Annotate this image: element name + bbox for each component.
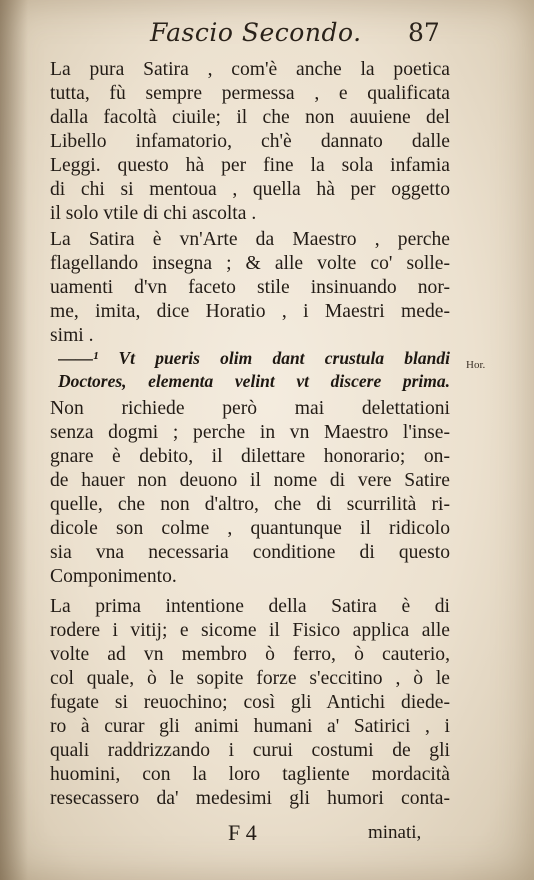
signature-mark: F 4 — [228, 820, 257, 845]
text-line: dicole son colme , quantunque il ridicolo — [50, 518, 450, 539]
page-number: 87 — [408, 18, 440, 47]
text-line: ro à curar gli animi humani a' Satirici , i — [50, 716, 450, 737]
marginal-citation: Hor. — [466, 359, 486, 371]
latin-quotation — [58, 347, 450, 393]
text-line: quelle, che non d'altro, che di scurrilità ri- — [50, 494, 450, 515]
paragraph-4 — [50, 595, 450, 811]
text-line: col quale, ò le sopite forze s'eccitino , ò le — [50, 668, 450, 689]
text-line: flagellando insegna ; & alle volte co' solle- — [50, 253, 450, 274]
text-line: rodere i vitij; e sicome il Fisico applica alle — [50, 620, 450, 641]
text-line: sia vna necessaria conditione di questo — [50, 542, 450, 563]
text-line: simi . — [50, 325, 94, 346]
paragraph-3 — [50, 397, 450, 589]
text-line: di chi si mentoua , quella hà per oggetto — [50, 179, 450, 200]
text-line: de hauer non deuono il nome di vere Satire — [50, 470, 450, 491]
text-line: Componimento. — [50, 566, 177, 587]
text-line: quali raddrizzando i curui costumi de gli — [50, 740, 450, 761]
text-line: uamenti d'vn faceto stile insinuando nor- — [50, 277, 450, 298]
page-header — [0, 18, 534, 54]
running-head: Fascio Secondo. — [150, 18, 362, 47]
text-line: gnare è debito, il dilettare honorario; on- — [50, 446, 450, 467]
text-line: Libello infamatorio, ch'è dannato dalle — [50, 131, 450, 152]
text-line: Leggi. questo hà per fine la sola infamia — [50, 155, 450, 176]
verse-line: ——¹ Vt pueris olim dant crustula blandi — [58, 348, 450, 368]
text-line: volte ad vn membro ò ferro, ò cauterio, — [50, 644, 450, 665]
verse-line: Doctores, elementa velint vt discere prima. — [58, 371, 450, 391]
text-line: fugate si reuochino; così gli Antichi diede- — [50, 692, 450, 713]
text-line: il solo vtile di chi ascolta . — [50, 203, 257, 224]
text-line: La prima intentione della Satira è di — [50, 596, 450, 617]
text-line: La pura Satira , com'è anche la poetica — [50, 59, 450, 80]
text-line: La Satira è vn'Arte da Maestro , perche — [50, 229, 450, 250]
paragraph-2 — [50, 228, 450, 348]
catchword: minati, — [368, 822, 422, 843]
text-line: huomini, con la loro tagliente mordacità — [50, 764, 450, 785]
paragraph-1 — [50, 58, 450, 226]
text-line: me, imita, dice Horatio , i Maestri mede- — [50, 301, 450, 322]
text-line: senza dogmi ; perche in vn Maestro l'inse- — [50, 422, 450, 443]
text-line: dalla facoltà ciuile; il che non auuiene del — [50, 107, 450, 128]
text-line: resecassero da' medesimi gli humori conta- — [50, 788, 450, 809]
text-line: tutta, fù sempre permessa , e qualificata — [50, 83, 450, 104]
page-footer — [0, 820, 534, 850]
text-line: Non richiede però mai delettationi — [50, 398, 450, 419]
